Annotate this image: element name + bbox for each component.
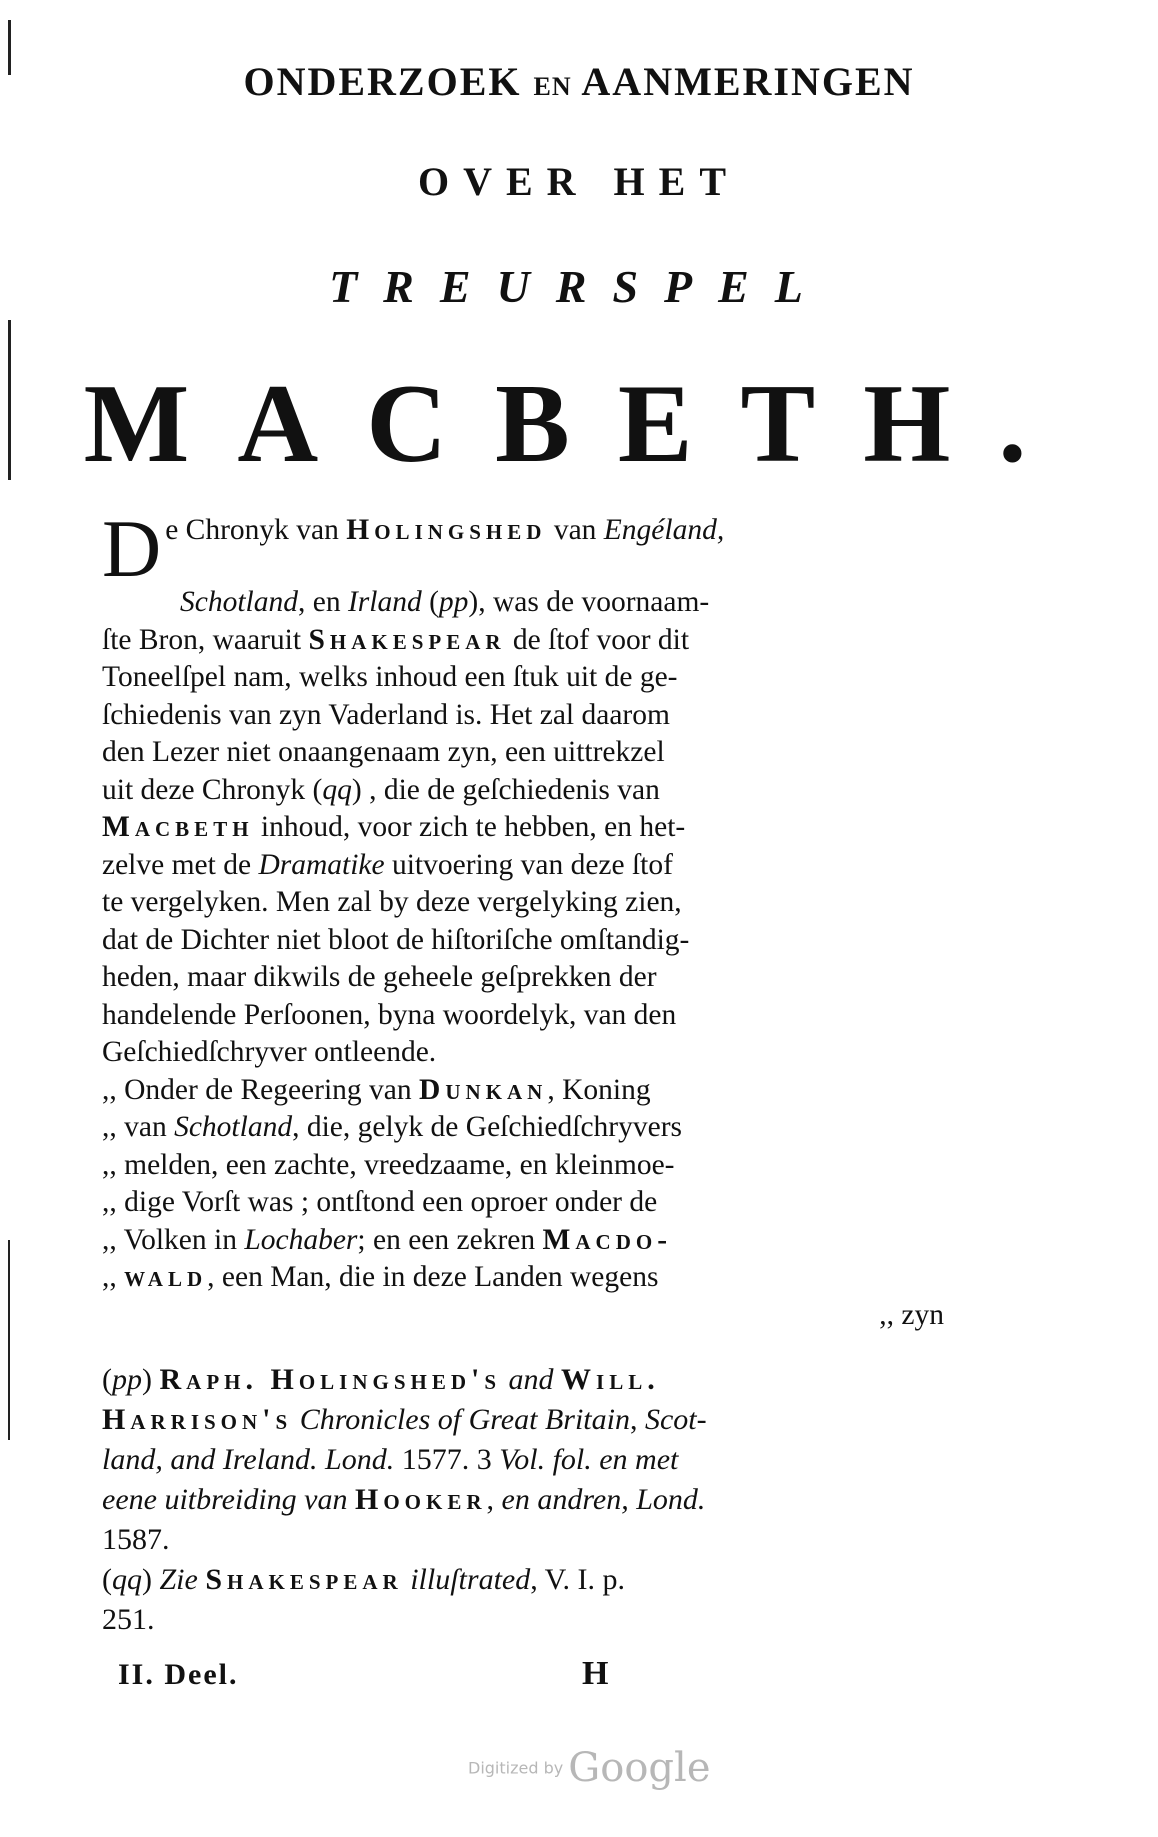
- text-run: , en: [298, 586, 348, 618]
- text-run: , een Man, die in deze Landen wegens: [207, 1261, 659, 1293]
- italic-text: qq: [112, 1563, 142, 1596]
- italic-text: pp: [438, 586, 469, 618]
- text-run: den Lezer niet onaangenaam zyn, een uittrekzel: [102, 736, 665, 768]
- text-line: [102, 1480, 944, 1520]
- text-line: [102, 1072, 944, 1110]
- text-run: , die, gelyk de Geſchiedſchryvers: [292, 1111, 683, 1143]
- text-run: ): [142, 1363, 160, 1396]
- text-line: [102, 809, 944, 847]
- text-line: [102, 697, 944, 735]
- text-run: Toneelſpel nam, welks inhoud een ſtuk uit de ge-: [102, 661, 678, 693]
- text-run: ,,: [102, 1261, 125, 1293]
- text-line: [102, 1360, 944, 1400]
- watermark-prefix: Digitized by: [468, 1758, 564, 1778]
- title-line-3: TREURSPEL: [329, 261, 829, 312]
- text-line: [102, 959, 944, 997]
- text-run: ,, Volken in: [102, 1223, 245, 1256]
- text-line: [102, 1147, 944, 1185]
- text-run: de ſtof voor dit: [505, 623, 690, 656]
- italic-text: and: [508, 1363, 554, 1396]
- italic-text: Scot-: [644, 1403, 707, 1436]
- text-line: [102, 772, 944, 810]
- text-run: ſte Bron, waaruit: [102, 623, 309, 656]
- text-run: dat de Dichter niet bloot de hiſtoriſche omſtandig-: [102, 923, 690, 956]
- text-run: (: [421, 586, 439, 618]
- text-run: , Koning: [547, 1073, 651, 1106]
- italic-text: land, and Ireland. Lond.: [102, 1443, 395, 1476]
- small-caps-text: Macbeth: [102, 811, 254, 843]
- text-run: ,, zyn: [879, 1298, 944, 1331]
- text-run: e Chronyk van: [165, 514, 347, 546]
- text-run: uit deze Chronyk (: [102, 773, 323, 806]
- text-line: [102, 503, 944, 594]
- text-line: [102, 1222, 944, 1260]
- text-run: ): [142, 1563, 160, 1596]
- text-run: van: [546, 514, 604, 546]
- drop-cap: D: [102, 503, 162, 594]
- title-word: ONDERZOEK: [243, 59, 522, 104]
- signature-left: II. Deel.: [118, 1658, 239, 1691]
- text-line: [102, 1297, 944, 1335]
- text-run: ,: [629, 1403, 645, 1436]
- small-caps-text: Dunkan: [419, 1073, 548, 1106]
- text-line: [102, 922, 944, 960]
- google-logo: Google: [568, 1745, 711, 1791]
- title-word: AANMERINGEN: [581, 59, 915, 104]
- text-run: 1577. 3: [394, 1443, 500, 1476]
- italic-text: qq: [322, 773, 352, 806]
- digitized-watermark: [468, 1745, 710, 1791]
- italic-text: eene uitbreiding van: [102, 1483, 348, 1516]
- italic-text: Chronicles of Great Britain: [299, 1403, 630, 1436]
- body-text: [102, 503, 944, 1334]
- small-caps-text: Holingshed: [346, 514, 547, 546]
- text-line: [102, 1560, 944, 1600]
- text-run: inhoud, voor zich te hebben, en het-: [253, 811, 686, 843]
- text-run: [347, 1483, 355, 1516]
- text-run: ; en een zekren: [357, 1223, 543, 1256]
- small-caps-text: Hooker: [354, 1483, 487, 1516]
- text-line: [102, 1259, 944, 1297]
- title-line-2: OVER HET: [417, 159, 741, 204]
- small-caps-text: Shakespear: [308, 623, 506, 656]
- text-run: ,, Onder de Regeering van: [102, 1073, 420, 1106]
- small-caps-text: Will.: [561, 1363, 660, 1396]
- text-run: ) , die de geſchiedenis van: [351, 773, 660, 806]
- small-caps-text: wald: [124, 1261, 208, 1293]
- text-run: , V. I. p.: [530, 1563, 625, 1596]
- text-run: 1587.: [102, 1523, 170, 1556]
- text-run: 251.: [102, 1603, 155, 1636]
- text-line: [102, 997, 944, 1035]
- text-line: [102, 1600, 944, 1640]
- text-run: handelende Perſoonen, byna woordelyk, van den: [102, 998, 677, 1031]
- text-run: ,: [486, 1483, 502, 1516]
- text-run: [501, 1363, 509, 1396]
- text-run: ,, van: [102, 1111, 175, 1143]
- text-run: heden, maar dikwils de geheele geſprekken der: [102, 961, 657, 993]
- footnotes: [102, 1360, 944, 1640]
- text-line: [102, 1109, 944, 1147]
- text-line: [102, 1034, 944, 1072]
- text-run: [292, 1403, 300, 1436]
- small-caps-text: Shakespear: [205, 1563, 403, 1596]
- italic-text: Lochaber: [244, 1223, 358, 1256]
- signature-mark: H: [582, 1655, 609, 1692]
- text-line: [102, 584, 944, 622]
- italic-text: Zie: [159, 1563, 198, 1596]
- text-run: zelve met de: [102, 848, 259, 881]
- text-line: [102, 1184, 944, 1222]
- italic-text: Schotland: [180, 586, 298, 618]
- text-run: (: [102, 1563, 112, 1596]
- text-line: [102, 1440, 944, 1480]
- italic-text: illuſtrated: [410, 1563, 531, 1596]
- small-caps-text: Harrison's: [102, 1403, 293, 1436]
- text-line: [102, 1400, 944, 1440]
- text-run: ſchiedenis van zyn Vaderland is. Het zal daarom: [102, 698, 670, 731]
- text-run: te vergelyken. Men zal by deze vergelyking zien,: [102, 886, 682, 918]
- text-run: ,, dige Vorſt was ; ontſtond een oproer onder de: [102, 1186, 658, 1218]
- italic-text: Schotland: [174, 1111, 293, 1143]
- text-run: [554, 1363, 562, 1396]
- italic-text: Engéland,: [603, 514, 725, 546]
- small-caps-text: Raph. Holingshed's: [159, 1363, 502, 1396]
- text-line: [102, 734, 944, 772]
- text-line: [102, 622, 944, 660]
- text-run: ,, melden, een zachte, vreedzaame, en kleinmoe-: [102, 1148, 675, 1181]
- text-run: ), was de voornaam-: [468, 586, 710, 618]
- italic-text: Dramatike: [258, 848, 385, 881]
- text-line: [102, 884, 944, 922]
- text-line: [102, 1520, 944, 1560]
- title-line-1: [0, 58, 1158, 105]
- italic-text: Irland: [347, 586, 422, 618]
- title-line-4: MACBETH.: [83, 362, 1075, 486]
- text-run: uitvoering van deze ſtof: [384, 848, 673, 881]
- italic-text: pp: [112, 1363, 142, 1396]
- text-line: [102, 847, 944, 885]
- italic-text: Vol. fol. en met: [499, 1443, 679, 1476]
- title-word: EN: [533, 72, 572, 101]
- text-run: (: [102, 1363, 112, 1396]
- small-caps-text: Macdo-: [542, 1223, 673, 1256]
- text-run: Geſchiedſchryver ontleende.: [102, 1036, 437, 1068]
- page-edge-mark: [8, 1240, 10, 1440]
- italic-text: en andren, Lond.: [501, 1483, 706, 1516]
- text-line: [102, 659, 944, 697]
